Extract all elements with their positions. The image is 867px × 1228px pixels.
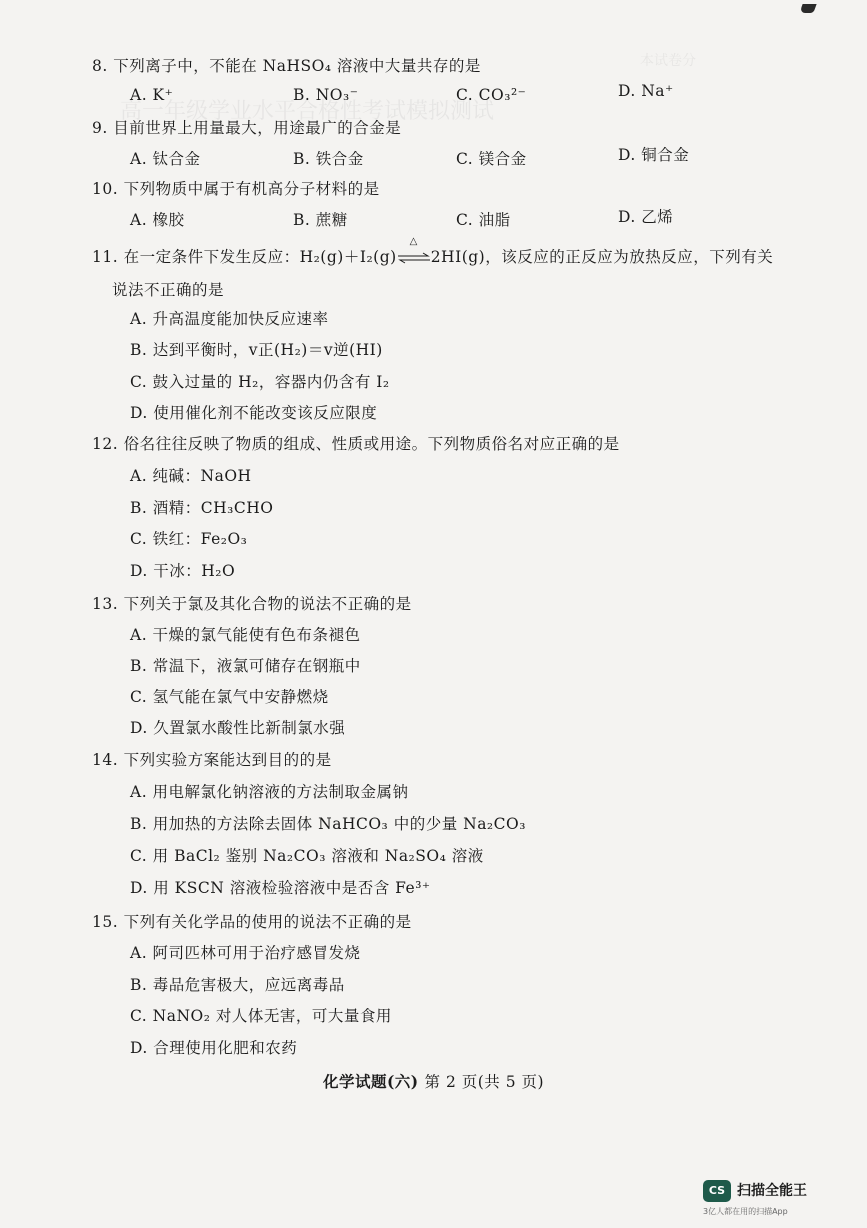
question-13-option-c: C. 氢气能在氯气中安静燃烧 <box>130 688 329 706</box>
question-15-option-c: C. NaNO₂ 对人体无害，可大量食用 <box>130 1007 392 1025</box>
question-11-option-d: D. 使用催化剂不能改变该反应限度 <box>130 404 378 422</box>
question-12-option-d: D. 干冰：H₂O <box>130 562 236 580</box>
bleed-through: 高一年级学业水平合格性考试模拟测试 <box>120 99 495 124</box>
question-8-option-a: A. K⁺ <box>130 86 174 104</box>
question-14-option-b: B. 用加热的方法除去固体 NaHCO₃ 中的少量 Na₂CO₃ <box>130 815 526 833</box>
question-13-option-b: B. 常温下，液氯可储存在钢瓶中 <box>130 657 361 675</box>
question-11-option-b: B. 达到平衡时，v正(H₂)＝v逆(HI) <box>130 341 383 359</box>
question-15-option-d: D. 合理使用化肥和农药 <box>130 1039 298 1057</box>
question-13-option-a: A. 干燥的氯气能使有色布条褪色 <box>130 626 361 644</box>
question-13-stem: 13. 下列关于氯及其化合物的说法不正确的是 <box>92 595 412 613</box>
question-9-option-d: D. 铜合金 <box>618 146 690 164</box>
scanner-app-name: 扫描全能王 <box>737 1183 807 1199</box>
question-9-stem: 9. 目前世界上用量最大，用途最广的合金是 <box>92 119 402 137</box>
question-12-option-b: B. 酒精：CH₃CHO <box>130 499 274 517</box>
bleed-through: 本试卷分 <box>640 53 696 69</box>
corner-mark <box>799 4 816 13</box>
question-9-option-a: A. 钛合金 <box>130 150 201 168</box>
question-14-option-c: C. 用 BaCl₂ 鉴别 Na₂CO₃ 溶液和 Na₂SO₄ 溶液 <box>130 847 484 865</box>
question-15-stem: 15. 下列有关化学品的使用的说法不正确的是 <box>92 913 412 931</box>
scanner-logo-icon: CS <box>703 1180 731 1202</box>
question-11-option-c: C. 鼓入过量的 H₂，容器内仍含有 I₂ <box>130 373 390 391</box>
question-10-option-d: D. 乙烯 <box>618 208 674 226</box>
question-9-option-c: C. 镁合金 <box>456 150 527 168</box>
reversible-arrow <box>397 236 431 266</box>
question-11-stem-line2: 说法不正确的是 <box>112 281 225 299</box>
question-8-option-d: D. Na⁺ <box>618 82 674 100</box>
question-10-option-c: C. 油脂 <box>456 211 511 229</box>
scanner-watermark <box>703 1178 853 1222</box>
question-8-stem: 8. 下列离子中，不能在 NaHSO₄ 溶液中大量共存的是 <box>92 57 481 75</box>
question-11-stem-part2: 2HI(g)，该反应的正反应为放热反应，下列有关 <box>430 248 774 266</box>
scanner-tagline: 3亿人都在用的扫描App <box>703 1207 788 1216</box>
question-12-stem: 12. 俗名往往反映了物质的组成、性质或用途。下列物质俗名对应正确的是 <box>92 435 620 453</box>
question-11-stem-part1: 11. 在一定条件下发生反应：H₂(g)＋I₂(g) <box>92 248 397 266</box>
footer-page-number: 第 2 页(共 5 页) <box>424 1073 545 1091</box>
question-10-option-b: B. 蔗糖 <box>293 211 348 229</box>
question-9-option-b: B. 铁合金 <box>293 150 364 168</box>
footer-title: 化学试题(六) <box>322 1072 419 1091</box>
question-12-option-a: A. 纯碱：NaOH <box>130 467 252 485</box>
question-8-option-c: C. CO₃²⁻ <box>456 86 527 104</box>
question-14-option-a: A. 用电解氯化钠溶液的方法制取金属钠 <box>130 783 409 801</box>
question-14-stem: 14. 下列实验方案能达到目的的是 <box>92 751 332 769</box>
heat-triangle-icon: △ <box>409 236 418 247</box>
question-11-option-a: A. 升高温度能加快反应速率 <box>130 310 329 328</box>
question-10-stem: 10. 下列物质中属于有机高分子材料的是 <box>92 180 380 198</box>
page-footer <box>0 1070 867 1092</box>
question-10-option-a: A. 橡胶 <box>130 211 185 229</box>
question-15-option-a: A. 阿司匹林可用于治疗感冒发烧 <box>130 944 361 962</box>
question-8-option-b: B. NO₃⁻ <box>293 86 359 104</box>
question-13-option-d: D. 久置氯水酸性比新制氯水强 <box>130 719 346 737</box>
question-14-option-d: D. 用 KSCN 溶液检验溶液中是否含 Fe³⁺ <box>130 879 431 897</box>
question-15-option-b: B. 毒品危害极大，应远离毒品 <box>130 976 345 994</box>
question-11-stem <box>92 236 774 267</box>
question-12-option-c: C. 铁红：Fe₂O₃ <box>130 530 248 548</box>
